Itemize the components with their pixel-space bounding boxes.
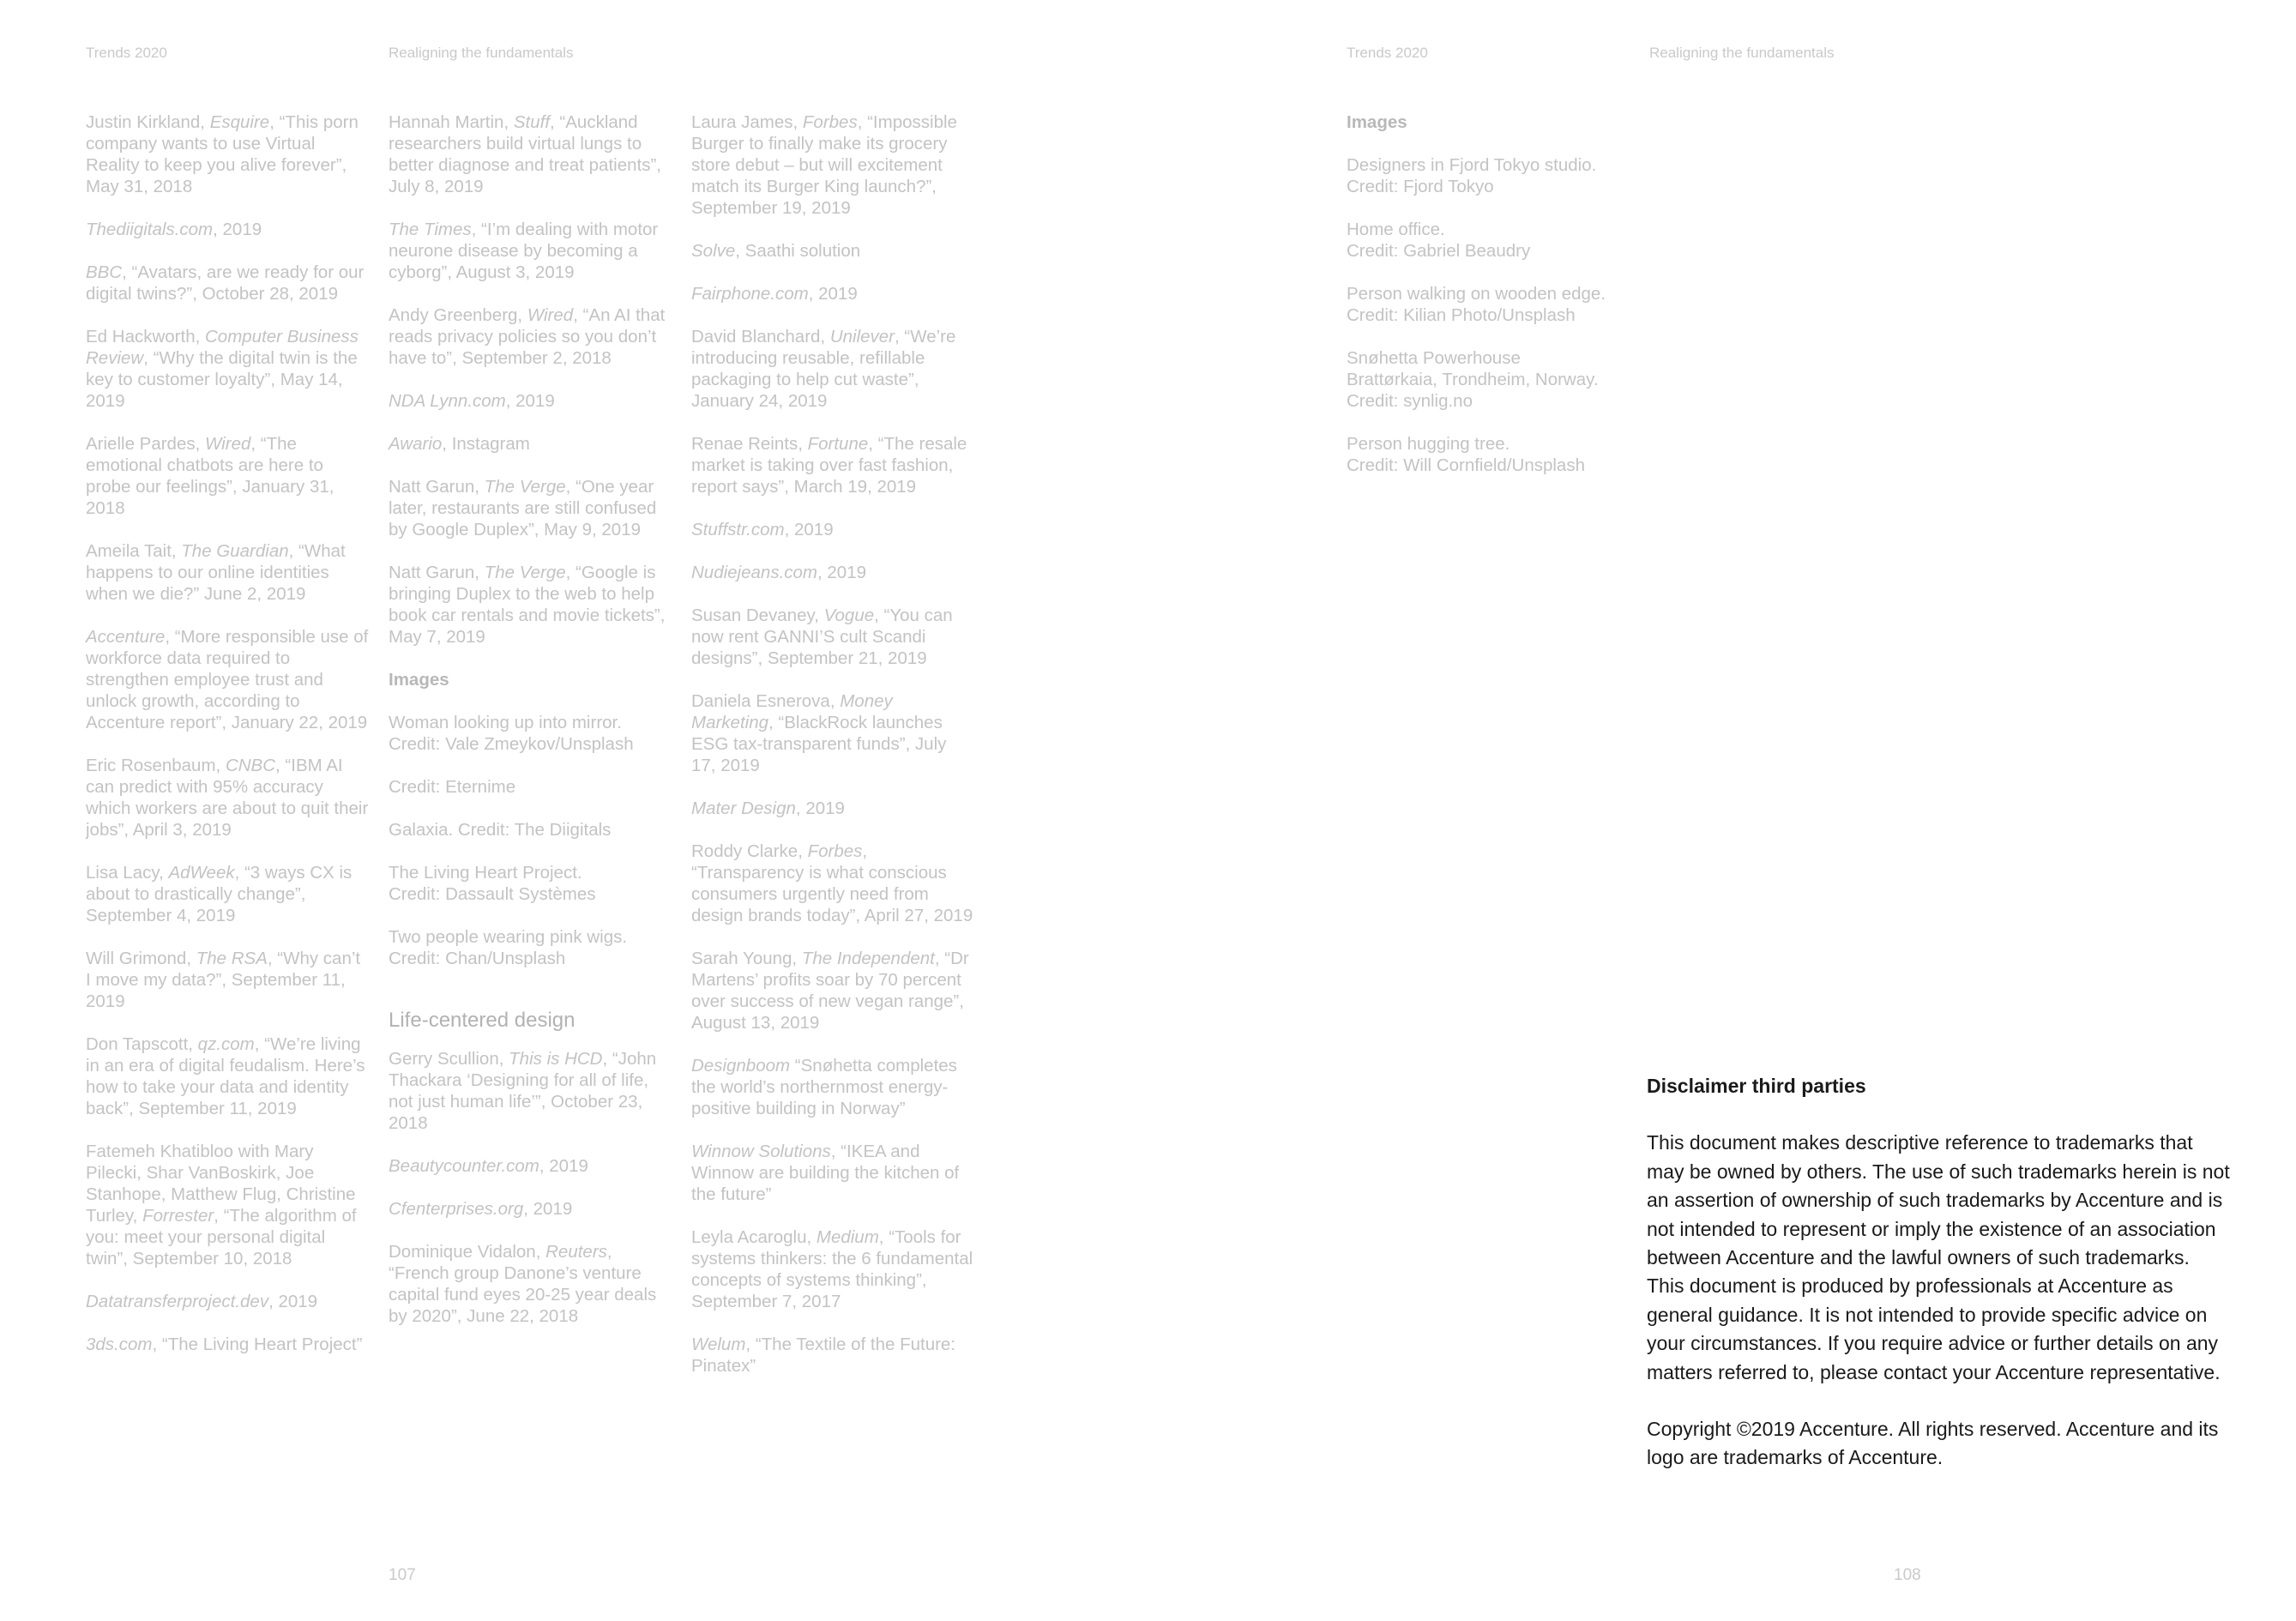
reference-entry: Cfenterprises.org, 2019 bbox=[389, 1199, 573, 1219]
reference-entry: Solve, Saathi solution bbox=[691, 241, 861, 261]
copyright-notice: Copyright ©2019 Accenture. All rights reserved. Accenture and its logo are trademarks of Accenture. bbox=[1647, 1418, 2219, 1469]
reference-entry: Daniela Esnerova, Money Marketing, “BlackRock launches ESG tax-transparent funds”, July 17, 2019 bbox=[691, 691, 947, 775]
reference-entry: Natt Garun, The Verge, “One year later, restaurants are still confused by Google Duplex”, May 9, 2019 bbox=[389, 477, 657, 539]
reference-entry: Sarah Young, The Independent, “Dr Martens’ profits soar by 70 percent over success of new vegan range”, August 13, 2019 bbox=[691, 949, 969, 1033]
image-credit: Person hugging tree. Credit: Will Cornfield/Unsplash bbox=[1347, 434, 1585, 475]
reference-entry: Thediigitals.com, 2019 bbox=[86, 220, 262, 239]
running-header-title: Trends 2020 bbox=[86, 45, 167, 61]
disclaimer-block bbox=[1647, 1072, 2230, 1501]
reference-entry: Gerry Scullion, This is HCD, “John Thackara ‘Designing for all of life, not just human life’”, October 23, 2018 bbox=[389, 1049, 657, 1133]
reference-entry: Stuffstr.com, 2019 bbox=[691, 520, 834, 539]
image-credit: Two people wearing pink wigs. Credit: Chan/Unsplash bbox=[389, 927, 628, 968]
reference-entry: Mater Design, 2019 bbox=[691, 798, 845, 818]
image-credit: Galaxia. Credit: The Diigitals bbox=[389, 820, 612, 840]
references-column-2 bbox=[389, 111, 672, 1348]
reference-entry: NDA Lynn.com, 2019 bbox=[389, 391, 555, 411]
images-credits-title: Images bbox=[1347, 112, 1407, 132]
reference-entry: Nudiejeans.com, 2019 bbox=[691, 563, 866, 582]
disclaimer-body: This document makes descriptive reference to trademarks that may be owned by others. The use of such trademarks herein is not an assertion of ownership of such trademarks by Accenture and is not intended to represent or imply the existence of an association between Accenture and the lawful owners of such trademarks. This document is produced by professionals at Accenture as general guidance. It is not intended to provide specific advice on your circumstances. If you require advice or further details on any matters referred to, please contact your Accenture representative. bbox=[1647, 1131, 2230, 1383]
reference-entry: Roddy Clarke, Forbes, “Transparency is what conscious consumers urgently need from design brands today”, April 27, 2019 bbox=[691, 841, 973, 925]
references-column-1 bbox=[86, 111, 369, 1377]
image-credit: Woman looking up into mirror. Credit: Vale Zmeykov/Unsplash bbox=[389, 713, 634, 754]
running-header-subtitle-right: Realigning the fundamentals bbox=[1649, 45, 1835, 61]
reference-entry: Andy Greenberg, Wired, “An AI that reads privacy policies so you don’t have to”, September 2, 2018 bbox=[389, 305, 666, 368]
reference-entry: Winnow Solutions, “IKEA and Winnow are building the kitchen of the future” bbox=[691, 1142, 960, 1204]
reference-entry: Lisa Lacy, AdWeek, “3 ways CX is about to drastically change”, September 4, 2019 bbox=[86, 863, 353, 925]
reference-entry: Renae Reints, Fortune, “The resale market is taking over fast fashion, report says”, March 19, 2019 bbox=[691, 434, 967, 497]
image-credits-column bbox=[1347, 111, 1655, 497]
running-header-subtitle: Realigning the fundamentals bbox=[389, 45, 574, 61]
reference-entry: Accenture, “More responsible use of workforce data required to strengthen employee trust and unlock growth, according to Accenture report”, January 22, 2019 bbox=[86, 627, 369, 732]
disclaimer-title: Disclaimer third parties bbox=[1647, 1075, 1866, 1097]
page-number-right: 108 bbox=[1894, 1566, 1921, 1584]
image-credit: The Living Heart Project. Credit: Dassault Systèmes bbox=[389, 863, 596, 904]
reference-entry: BBC, “Avatars, are we ready for our digital twins?”, October 28, 2019 bbox=[86, 262, 365, 304]
reference-entry: Arielle Pardes, Wired, “The emotional chatbots are here to probe our feelings”, January 31, 2018 bbox=[86, 434, 334, 518]
reference-entry: Ameila Tait, The Guardian, “What happens to our online identities when we die?” June 2, 2019 bbox=[86, 541, 346, 604]
reference-entry: Fairphone.com, 2019 bbox=[691, 284, 858, 304]
image-credit: Designers in Fjord Tokyo studio. Credit: Fjord Tokyo bbox=[1347, 155, 1597, 196]
reference-entry: David Blanchard, Unilever, “We’re introducing reusable, refillable packaging to help cut waste”, January 24, 2019 bbox=[691, 327, 956, 411]
reference-entry: Laura James, Forbes, “Impossible Burger to finally make its grocery store debut – but will excitement match its Burger King launch?”, September 19, 2019 bbox=[691, 112, 957, 218]
running-header-title-right: Trends 2020 bbox=[1347, 45, 1428, 61]
reference-entry: 3ds.com, “The Living Heart Project” bbox=[86, 1335, 363, 1354]
image-credit: Person walking on wooden edge. Credit: Kilian Photo/Unsplash bbox=[1347, 284, 1606, 325]
reference-entry: Beautycounter.com, 2019 bbox=[389, 1156, 588, 1176]
reference-entry: Awario, Instagram bbox=[389, 434, 530, 454]
reference-entry: Hannah Martin, Stuff, “Auckland researchers build virtual lungs to better diagnose and treat patients”, July 8, 2019 bbox=[389, 112, 661, 196]
life-centered-design-heading: Life-centered design bbox=[389, 1009, 576, 1032]
reference-entry: Justin Kirkland, Esquire, “This porn company wants to use Virtual Reality to keep you alive forever”, May 31, 2018 bbox=[86, 112, 359, 196]
reference-entry: Leyla Acaroglu, Medium, “Tools for systems thinkers: the 6 fundamental concepts of systems thinking”, September 7, 2017 bbox=[691, 1227, 973, 1311]
image-credit: Credit: Eternime bbox=[389, 777, 516, 797]
reference-entry: Susan Devaney, Vogue, “You can now rent GANNI’S cult Scandi designs”, September 21, 2019 bbox=[691, 606, 953, 668]
reference-entry: Designboom “Snøhetta completes the world’s northernmost energy-positive building in Norway” bbox=[691, 1056, 957, 1118]
reference-entry: Will Grimond, The RSA, “Why can’t I move my data?”, September 11, 2019 bbox=[86, 949, 361, 1011]
reference-entry: Ed Hackworth, Computer Business Review, “Why the digital twin is the key to customer loyalty”, May 14, 2019 bbox=[86, 327, 359, 411]
references-column-3 bbox=[691, 111, 974, 1398]
image-credit: Home office. Credit: Gabriel Beaudry bbox=[1347, 220, 1531, 261]
reference-entry: The Times, “I’m dealing with motor neurone disease by becoming a cyborg”, August 3, 2019 bbox=[389, 220, 659, 282]
reference-entry: Dominique Vidalon, Reuters, “French group Danone’s venture capital fund eyes 20-25 year deals by 2020”, June 22, 2018 bbox=[389, 1242, 657, 1326]
reference-entry: Fatemeh Khatibloo with Mary Pilecki, Shar VanBoskirk, Joe Stanhope, Matthew Flug, Christine Turley, Forrester, “The algorithm of you: meet your personal digital twin”, September 10, 2018 bbox=[86, 1142, 357, 1268]
reference-entry: Don Tapscott, qz.com, “We’re living in an era of digital feudalism. Here’s how to take your data and identity back”, September 11, 2019 bbox=[86, 1034, 365, 1118]
reference-entry: Datatransferproject.dev, 2019 bbox=[86, 1292, 318, 1311]
page-number-left: 107 bbox=[389, 1566, 416, 1584]
reference-entry: Natt Garun, The Verge, “Google is bringing Duplex to the web to help book car rentals and movie tickets”, May 7, 2019 bbox=[389, 563, 666, 647]
reference-entry: Eric Rosenbaum, CNBC, “IBM AI can predict with 95% accuracy which workers are about to quit their jobs”, April 3, 2019 bbox=[86, 756, 369, 840]
images-section-title: Images bbox=[389, 670, 449, 690]
reference-entry: Welum, “The Textile of the Future: Pinatex” bbox=[691, 1335, 956, 1376]
image-credit: Snøhetta Powerhouse Brattørkaia, Trondheim, Norway. Credit: synlig.no bbox=[1347, 348, 1599, 411]
